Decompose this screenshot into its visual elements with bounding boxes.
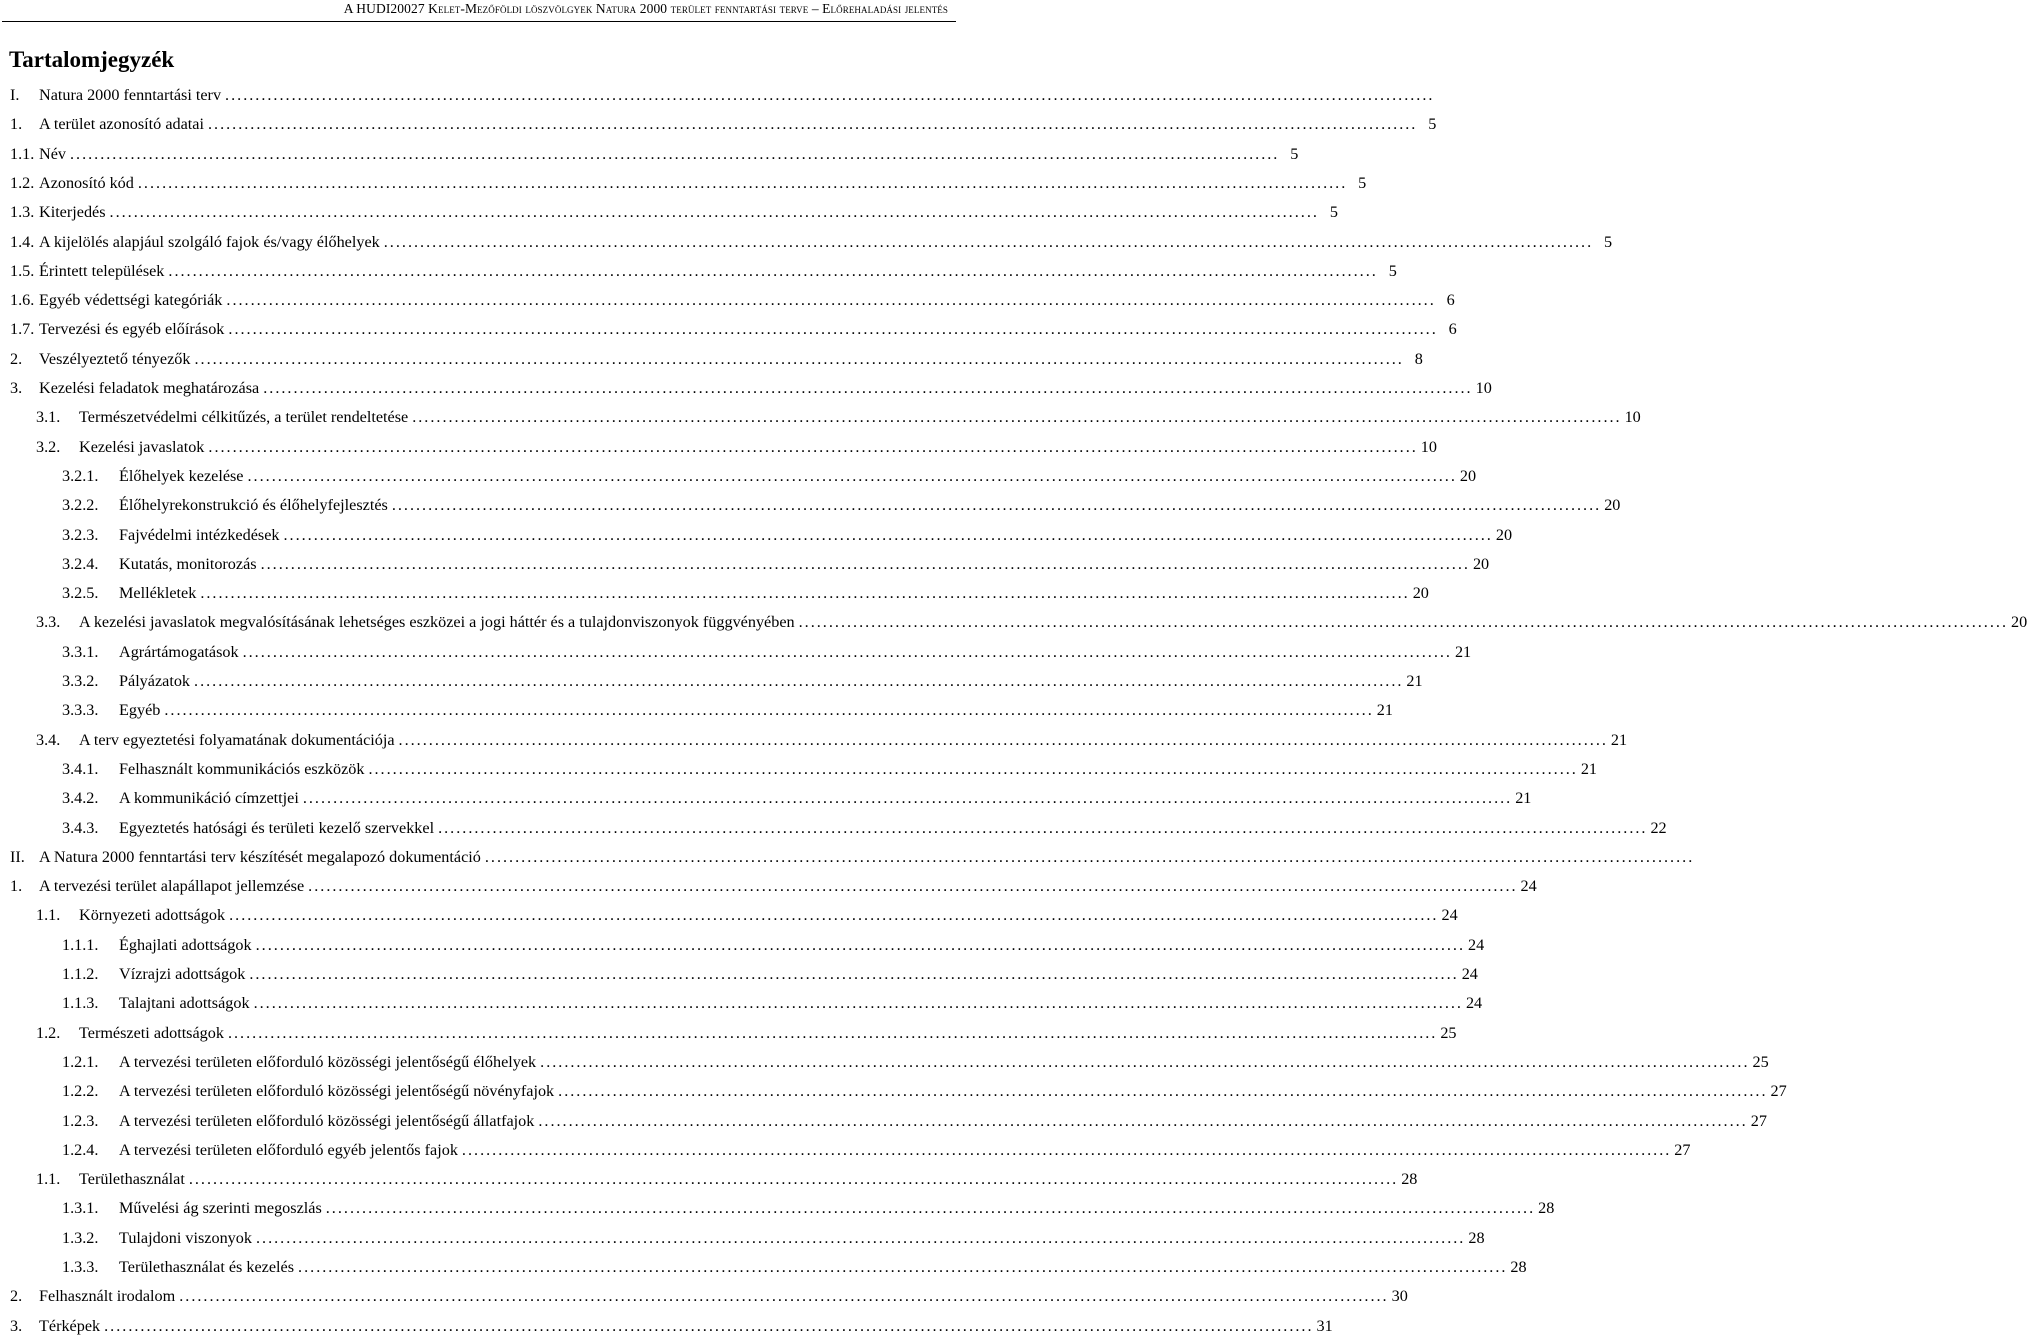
toc-entry[interactable] [10,82,1435,108]
toc-entry-page: 5 [1358,173,1367,192]
toc-entry-number: 3.3.1. [62,642,99,661]
toc-entry-page: 10 [1475,379,1492,397]
toc-entry-label: A terület azonosító adatai [39,115,204,134]
toc-leader-dots: ........................................................................................................................................................................................................ [412,408,1622,427]
toc-entry-number: 1.5. [10,261,35,280]
toc-entry-number: 1.2.3. [62,1111,99,1130]
toc-entry-label: A kommunikáció címzettjei [119,789,299,808]
toc-entry-page: 24 [1520,877,1537,896]
toc-entry-page: 21 [1610,730,1628,749]
toc-entry-label: Környezeti adottságok [79,906,226,925]
toc-leader-dots: ........................................................................................................................................................................................................ [69,144,1280,163]
toc-leader-dots: ........................................................................................................................................................................................................ [194,349,1404,368]
toc-entry-number: 1.7. [10,320,35,339]
toc-entry-page: 28 [1401,1170,1418,1189]
toc-entry-label: Pályázatok [119,672,191,690]
toc-entry-label: A terv egyeztetési folyamatának dokumentációja [79,730,395,749]
toc-leader-dots: ........................................................................................................................................................................................................ [164,701,1374,720]
toc-entry[interactable] [10,1313,1333,1339]
toc-entry-label: Tervezési és egyéb előírások [39,320,225,339]
toc-entry[interactable] [62,1225,1485,1251]
toc-entry-page: 21 [1376,701,1393,720]
toc-entry-number: 1.3.3. [62,1258,99,1276]
toc-leader-dots: ........................................................................................................................................................................................................ [540,1052,1750,1071]
toc-entry[interactable] [62,932,1485,958]
toc-entry[interactable] [10,287,1455,313]
toc-entry[interactable] [62,756,1598,782]
page-title: Tartalomjegyzék [9,47,175,72]
toc-entry-label: Éghajlati adottságok [119,935,252,954]
toc-entry[interactable] [10,844,1695,870]
toc-entry[interactable] [10,375,1492,401]
toc-leader-dots: ........................................................................................................................................................................................................ [208,437,1418,456]
toc-entry-label: A Natura 2000 fenntartási terv készítését megalapozó dokumentáció [39,847,481,866]
toc-entry[interactable] [36,434,1437,460]
toc-entry-number: II. [10,847,25,866]
toc-entry-page: 28 [1538,1199,1555,1218]
toc-entry[interactable] [36,902,1458,928]
toc-entry-number: 3.2.5. [62,584,99,603]
toc-entry-page: 24 [1465,994,1483,1013]
toc-entry-number: 3. [10,379,23,397]
toc-entry-number: 1.1. [36,1170,61,1189]
toc-entry-label: Agrártámogatások [119,642,239,661]
toc-leader-dots: ........................................................................................................................................................................................................ [438,818,1648,837]
toc-entry[interactable] [10,170,1367,196]
toc-entry-number: 1.2. [36,1023,61,1042]
toc-entry-page: 5 [1329,203,1338,222]
toc-entry-page: 20 [1495,525,1513,544]
toc-entry-label: Azonosító kód [39,173,134,192]
toc-entry-label: Érintett települések [39,261,165,280]
toc-entry-number: 1.1.3. [62,994,99,1013]
toc-entry-page: 6 [1446,291,1455,310]
toc-entry-page: 8 [1414,349,1423,368]
toc-leader-dots: ........................................................................................................................................................................................................ [308,877,1518,896]
toc-leader-dots: ........................................................................................................................................................................................................ [188,1170,1399,1189]
toc-leader-dots: ........................................................................................................................................................................................................ [253,994,1463,1013]
toc-entry-page: 30 [1391,1287,1408,1306]
toc-leader-dots: ........................................................................................................................................................................................................ [383,232,1594,251]
toc-entry-label: Kiterjedés [39,203,106,222]
toc-leader-dots: ........................................................................................................................................................................................................ [229,906,1439,925]
toc-entry-label: Egyéb védettségi kategóriák [39,291,223,310]
toc-entry[interactable] [62,1195,1555,1221]
toc-entry[interactable] [62,580,1429,606]
toc-entry[interactable] [10,346,1423,372]
toc-leader-dots: ........................................................................................................................................................................................................ [228,320,1438,339]
toc-entry-label: Kezelési feladatok meghatározása [39,379,260,397]
toc-leader-dots: ........................................................................................................................................................................................................ [255,1228,1466,1247]
toc-entry-label: A tervezési területen előforduló egyéb jelentős fajok [119,1140,458,1159]
toc-entry-number: 1.1. [36,906,61,925]
toc-leader-dots: ........................................................................................................................................................................................................ [104,1316,1314,1335]
toc-leader-dots: ........................................................................................................................................................................................................ [227,1023,1438,1042]
toc-entry-number: 1.1.1. [62,935,99,954]
toc-leader-dots: ........................................................................................................................................................................................................ [242,642,1452,661]
toc-entry-number: 1.1.2. [62,965,99,983]
toc-entry-number: 2. [10,349,23,368]
toc-leader-dots: ........................................................................................................................................................................................................ [558,1082,1768,1101]
toc-entry[interactable] [62,639,1472,665]
toc-entry-page: 31 [1316,1316,1333,1335]
toc-entry-page: 20 [1412,584,1429,603]
toc-leader-dots: ........................................................................................................................................................................................................ [283,525,1493,544]
toc-leader-dots: ........................................................................................................................................................................................................ [538,1111,1748,1130]
toc-entry-page: 24 [1441,906,1458,925]
toc-entry-page: 24 [1468,935,1485,954]
header-rule [2,21,956,22]
toc-entry-label: Természeti adottságok [79,1023,224,1042]
toc-leader-dots: ........................................................................................................................................................................................................ [247,466,1457,485]
toc-entry[interactable] [10,229,1613,255]
toc-leader-dots: ........................................................................................................................................................................................................ [207,115,1418,134]
toc-entry-label: Élőhelyrekonstrukció és élőhelyfejlesztés [119,496,388,515]
toc-entry-label: Veszélyeztető tényezők [39,349,191,368]
toc-entry-page: 25 [1440,1023,1457,1042]
toc-entry-page: 10 [1624,408,1641,427]
toc-entry-page: 20 [1604,496,1621,515]
toc-entry-number: 1.3. [10,203,35,222]
toc-entry-number: 3.3.2. [62,672,99,690]
toc-leader-dots: ........................................................................................................................................................................................................ [398,730,1608,749]
toc-entry-number: 1.2.2. [62,1082,99,1101]
toc-entry[interactable] [62,1137,1691,1163]
toc-entry-page: 20 [2010,613,2027,632]
toc-entry-page: 28 [1510,1258,1527,1276]
toc-entry-number: 3.4.1. [62,759,99,778]
toc-leader-dots: ........................................................................................................................................................................................................ [249,965,1459,983]
toc-leader-dots: ........................................................................................................................................................................................................ [368,759,1578,778]
toc-leader-dots: ........................................................................................................................................................................................................ [168,261,1378,280]
toc-entry-page: 21 [1406,672,1423,690]
toc-entry-label: Térképek [39,1316,101,1335]
toc-entry-number: 3.2. [36,437,61,456]
toc-leader-dots: ........................................................................................................................................................................................................ [298,1258,1508,1276]
toc-entry-number: 1.1. [10,144,35,163]
toc-entry[interactable] [62,492,1621,518]
toc-entry[interactable] [10,111,1437,137]
toc-entry-number: 3.2.4. [62,554,99,573]
toc-entry-number: 1.3.2. [62,1228,99,1247]
toc-entry-label: A tervezési terület alapállapot jellemzése [39,877,305,896]
toc-entry-number: 3.3. [36,613,61,632]
toc-entry-number: 1.2.1. [62,1052,99,1071]
toc-leader-dots: ........................................................................................................................................................................................................ [200,584,1410,603]
toc-entry[interactable] [10,258,1397,284]
toc-entry[interactable] [10,141,1299,167]
toc-entry-page: 21 [1454,642,1472,661]
toc-entry-number: 3.4.2. [62,789,99,808]
toc-entry-label: Mellékletek [119,584,197,603]
toc-entry[interactable] [36,727,1628,753]
toc-entry-number: 1.2.4. [62,1140,99,1159]
toc-entry-label: Vízrajzi adottságok [119,965,246,983]
toc-leader-dots: ........................................................................................................................................................................................................ [325,1199,1536,1218]
toc-entry-label: Natura 2000 fenntartási terv [39,86,222,104]
toc-entry-page: 27 [1770,1082,1787,1101]
toc-entry-label: Felhasznált irodalom [39,1287,176,1306]
toc-leader-dots: ........................................................................................................................................................................................................ [484,847,1695,866]
toc-entry-page: 10 [1420,437,1437,456]
toc-leader-dots: ........................................................................................................................................................................................................ [391,496,1602,515]
toc-entry[interactable] [36,609,2027,635]
toc-entry-label: Kezelési javaslatok [79,437,205,456]
toc-entry[interactable] [62,990,1483,1016]
toc-entry-label: Egyeztetés hatósági és területi kezelő szervekkel [119,818,435,837]
toc-entry-label: Területhasználat [79,1170,185,1189]
toc-entry-label: Élőhelyek kezelése [119,466,244,485]
toc-leader-dots: ........................................................................................................................................................................................................ [263,379,1473,397]
toc-leader-dots: ........................................................................................................................................................................................................ [225,86,1435,104]
running-header: A HUDI20027 Kelet-Mezőföldi löszvölgyek Natura 2000 terület fenntartási terve – Előrehaladási jelentés [343,1,948,16]
toc-entry-number: 3.1. [36,408,61,427]
toc-entry-number: 3.2.2. [62,496,99,515]
toc-leader-dots: ........................................................................................................................................................................................................ [226,291,1436,310]
toc-entry-label: A tervezési területen előforduló közösségi jelentőségű állatfajok [119,1111,535,1130]
toc-entry-label: A kijelölés alapjául szolgáló fajok és/vagy élőhelyek [39,232,380,251]
toc-entry-number: 1.3.1. [62,1199,99,1218]
toc-entry-number: 1.2. [10,173,35,192]
toc-entry[interactable] [36,1166,1418,1192]
toc-leader-dots: ........................................................................................................................................................................................................ [137,173,1348,192]
toc-entry-page: 24 [1461,965,1478,983]
toc-entry-page: 21 [1515,789,1532,808]
toc-entry-page: 27 [1750,1111,1767,1130]
toc-entry-label: Fajvédelmi intézkedések [119,525,280,544]
toc-entry[interactable] [62,522,1513,548]
toc-entry[interactable] [10,199,1338,225]
toc-entry-label: A kezelési javaslatok megvalósításának lehetséges eszközei a jogi háttér és a tulajdonviszonyok függvényében [79,613,795,632]
toc-entry-number: I. [10,86,20,104]
toc-entry[interactable] [10,873,1537,899]
toc-entry[interactable] [10,1283,1408,1309]
toc-entry-page: 20 [1459,466,1477,485]
toc-leader-dots: ........................................................................................................................................................................................................ [302,789,1513,808]
toc-entry-page: 5 [1388,261,1397,280]
toc-entry-page: 5 [1604,232,1613,251]
toc-entry-label: Tulajdoni viszonyok [119,1228,252,1247]
toc-entry[interactable] [62,1049,1769,1075]
toc-entry-page: 25 [1752,1052,1769,1071]
toc-entry[interactable] [36,1020,1457,1046]
toc-entry-number: 1. [10,877,23,896]
toc-entry-number: 1. [10,115,23,134]
toc-entry-number: 2. [10,1287,23,1306]
toc-entry-page: 20 [1472,554,1490,573]
toc-entry-number: 1.4. [10,232,35,251]
toc-entry-label: Felhasznált kommunikációs eszközök [119,759,365,778]
toc-entry-label: Név [39,144,66,163]
toc-entry-label: Művelési ág szerinti megoszlás [119,1199,322,1218]
toc-entry[interactable] [62,961,1478,987]
toc-entry-label: Egyéb [119,701,161,720]
toc-entry[interactable] [62,1078,1787,1104]
toc-entry[interactable] [62,551,1490,577]
toc-entry-label: Területhasználat és kezelés [119,1258,295,1276]
toc-entry[interactable] [10,316,1457,342]
toc-leader-dots: ........................................................................................................................................................................................................ [109,203,1319,222]
toc-entry-label: A tervezési területen előforduló közösségi jelentőségű növényfajok [119,1082,555,1101]
toc-entry-page: 27 [1674,1140,1691,1159]
toc-entry[interactable] [62,463,1477,489]
toc-entry[interactable] [62,815,1667,841]
toc-entry-page: 22 [1650,818,1667,837]
toc-entry-number: 3.2.3. [62,525,99,544]
toc-leader-dots: ........................................................................................................................................................................................................ [255,935,1465,954]
toc-entry-label: Kutatás, monitorozás [119,554,257,573]
toc-entry[interactable] [62,785,1532,811]
toc-entry-page: 5 [1290,144,1299,163]
toc-entry-number: 3.4.3. [62,818,99,837]
toc-entry-number: 1.6. [10,291,35,310]
toc-entry-label: A tervezési területen előforduló közösségi jelentőségű élőhelyek [119,1052,537,1071]
toc-leader-dots: ........................................................................................................................................................................................................ [194,672,1404,690]
toc-entry-label: Talajtani adottságok [119,994,250,1013]
toc-entry-page: 21 [1580,759,1598,778]
toc-leader-dots: ........................................................................................................................................................................................................ [798,613,2008,632]
toc-entry-number: 3.3.3. [62,701,99,720]
toc-entry-label: Természetvédelmi célkitűzés, a terület rendeltetése [79,408,409,427]
toc-leader-dots: ........................................................................................................................................................................................................ [461,1140,1672,1159]
toc-entry-page: 5 [1428,115,1437,134]
toc-entry[interactable] [62,668,1423,694]
toc-entry-number: 3.2.1. [62,466,99,485]
toc-entry[interactable] [36,404,1641,430]
toc-leader-dots: ........................................................................................................................................................................................................ [260,554,1470,573]
toc-entry[interactable] [62,1254,1527,1280]
toc-entry-page: 6 [1448,320,1457,339]
toc-entry-number: 3.4. [36,730,61,749]
toc-entry-page: 28 [1468,1228,1485,1247]
toc-leader-dots: ........................................................................................................................................................................................................ [179,1287,1389,1306]
toc-entry-number: 3. [10,1316,23,1335]
toc-entry[interactable] [62,1108,1767,1134]
toc-entry[interactable] [62,697,1393,723]
